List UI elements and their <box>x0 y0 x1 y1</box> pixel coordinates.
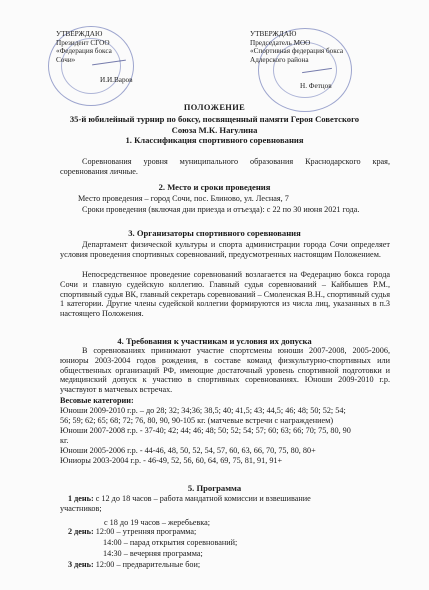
approve-signer-right: Н. Фетцов <box>300 82 332 90</box>
approve-heading: УТВЕРЖДАЮ <box>56 30 103 38</box>
weights-line: Юноши 2009-2010 г.р. – до 28; 32; 34;36; 38,5; 40; 41,5; 43; 44,5; 46; 48; 50; 52; 54; <box>60 406 346 415</box>
approve-line: «Спортивная федерация бокса <box>250 47 344 56</box>
program-day-3 <box>68 560 200 570</box>
weights-line: Юниоры 2003-2004 г.р. - 46-49, 52, 56, 60, 64, 69, 75, 81, 91, 91+ <box>60 456 283 465</box>
weights-line: Юноши 2007-2008 г.р. - 37-40; 42; 44; 46; 48; 50; 52; 54; 57; 60; 63; 66; 70; 75, 80, 90 <box>60 426 351 435</box>
program-item: 12:00 – утренняя программа; <box>95 527 197 536</box>
section-2-dates: Сроки проведения (включая дни приезда и отъезда): с 22 по 30 июня 2021 года. <box>82 205 360 214</box>
approve-line: Председатель МОО <box>250 38 311 47</box>
section-5-title: 5. Программа <box>187 483 242 493</box>
section-1-text: Соревнования уровня муниципального образования Краснодарского края, соревнования личные. <box>60 157 390 176</box>
weights-line: Юноши 2005-2006 г.р. - 44-46, 48, 50, 52, 54, 57, 60, 63, 66, 70, 75, 80, 80+ <box>60 446 316 455</box>
document-subtitle: Союза М.К. Нагулина <box>171 125 258 135</box>
approval-block-right <box>250 30 343 64</box>
program-day-label: 1 день: <box>68 494 94 503</box>
program-item: 12:00 – предварительные бои; <box>95 560 201 569</box>
section-2-title: 2. Место и сроки проведения <box>158 182 271 192</box>
program-item: участников; <box>60 504 102 513</box>
program-day-label: 3 день: <box>68 560 94 569</box>
document-subtitle: 35-й юбилейный турнир по боксу, посвященный памяти Героя Советского <box>69 114 360 124</box>
program-item: с 18 до 19 часов – жеребьевка; <box>104 518 211 527</box>
weights-label: Весовые категории: <box>60 396 134 405</box>
program-day-1 <box>68 494 311 504</box>
approve-line: Адлерского района <box>250 55 309 64</box>
approve-signer-left: И.И.Варов <box>100 76 133 84</box>
weights-line: кг. <box>60 436 69 445</box>
section-3-p1: Департамент физической культуры и спорта администрации города Сочи определяет условия проведения спортивных соревнований, предусмотренных настоящим Положением. <box>60 240 390 259</box>
section-4-p1: В соревнованиях принимают участие спортсмены юноши 2007-2008, 2005-2006, юниоры 2003-2004 годов рождения, в составе команд физкультурно-спортивных или общественных организаций РФ, имеющие достаточный уровень спортивной подготовки и медицинский допуск к участию в спортивных соревнованиях. Юноши 2009-2010 г.р. участвуют в матчевых встречах. <box>60 346 390 395</box>
approve-line: Сочи» <box>56 55 76 64</box>
approve-line: «Федерация бокса <box>56 47 112 56</box>
section-2-place: Место проведения – город Сочи, пос. Блиново, ул. Лесная, 7 <box>78 194 289 203</box>
section-3-p2: Непосредственное проведение соревнований возлагается на Федерацию бокса города Сочи и главную судейскую коллегию. Главный судья соревнований – Кайбышев Р.М., спортивный судья ВК, главный секретарь соревнований – Смоленская В.Н., спортивный судья 1 категории. Другие члены судейской коллегии формируются из числа лиц, указанных в п.3 настоящего Положения. <box>60 270 390 319</box>
approval-block-left <box>56 30 112 64</box>
weights-line: 56; 59; 62; 65; 68; 72; 76, 80, 90, 90-105 кг. (матчевые встречи с награждением) <box>60 416 334 425</box>
program-item: с 12 до 18 часов – работа мандатной комиссии и взвешивание <box>95 494 311 503</box>
program-day-label: 2 день: <box>68 527 94 536</box>
document-title: ПОЛОЖЕНИЕ <box>183 103 246 112</box>
section-3-title: 3. Организаторы спортивного соревнования <box>128 228 301 238</box>
approve-heading: УТВЕРЖДАЮ <box>250 30 297 38</box>
approve-line: Президент СГОО <box>56 38 110 47</box>
program-item: 14:00 – парад открытия соревнований; <box>103 538 238 547</box>
program-day-2 <box>68 527 196 537</box>
section-1-title: 1. Классификация спортивного соревнования <box>125 135 304 145</box>
section-4-title: 4. Требования к участникам и условия их допуска <box>117 336 312 346</box>
program-item: 14:30 – вечерняя программа; <box>103 549 203 558</box>
